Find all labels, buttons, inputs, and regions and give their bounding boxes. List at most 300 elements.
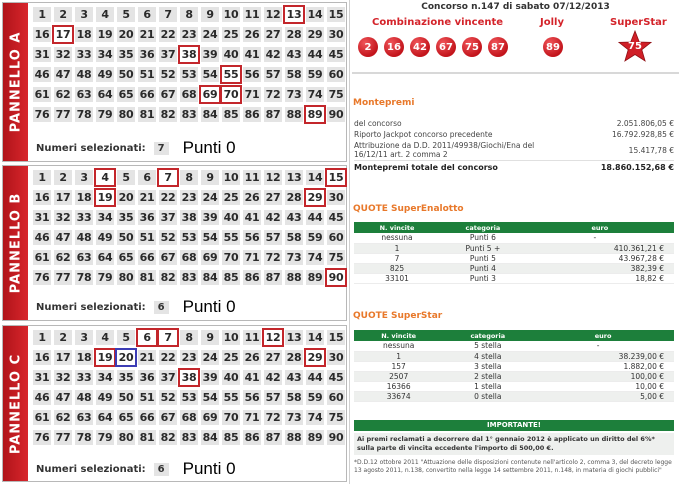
number-cell-8[interactable]: 8 <box>180 330 198 345</box>
number-cell-6[interactable]: 6 <box>138 330 156 345</box>
number-cell-5[interactable]: 5 <box>117 7 135 22</box>
number-cell-37[interactable]: 37 <box>160 48 176 61</box>
quote-superenalotto-title: QUOTE SuperEnalotto <box>353 204 464 214</box>
number-cell-4[interactable]: 4 <box>96 170 114 185</box>
number-cell-84[interactable]: 84 <box>202 431 218 444</box>
number-cell-64[interactable]: 64 <box>97 88 113 101</box>
number-cell-22[interactable]: 22 <box>160 28 176 41</box>
number-cell-41[interactable]: 41 <box>244 211 260 224</box>
number-cell-48[interactable]: 48 <box>76 68 92 81</box>
number-cell-71[interactable]: 71 <box>244 411 260 424</box>
number-cell-31[interactable]: 31 <box>34 48 50 61</box>
number-cell-58[interactable]: 58 <box>286 68 302 81</box>
number-cell-89[interactable]: 89 <box>307 271 323 284</box>
number-cell-86[interactable]: 86 <box>244 271 260 284</box>
number-cell-17[interactable]: 17 <box>55 191 71 204</box>
number-cell-10[interactable]: 10 <box>223 171 239 184</box>
number-cell-16[interactable]: 16 <box>34 191 50 204</box>
number-cell-41[interactable]: 41 <box>244 371 260 384</box>
number-cell-33[interactable]: 33 <box>76 48 92 61</box>
number-cell-16[interactable]: 16 <box>34 28 50 41</box>
column-header: N. vincite <box>354 330 443 341</box>
number-cell-78[interactable]: 78 <box>76 271 92 284</box>
number-cell-69[interactable]: 69 <box>202 411 218 424</box>
number-cell-42[interactable]: 42 <box>265 211 281 224</box>
number-cell-44[interactable]: 44 <box>307 371 323 384</box>
number-cell-35[interactable]: 35 <box>118 211 134 224</box>
column-header: categoria <box>443 330 532 341</box>
number-cell-78[interactable]: 78 <box>76 108 92 121</box>
number-cell-38[interactable]: 38 <box>181 211 197 224</box>
number-cell-7[interactable]: 7 <box>159 7 177 22</box>
number-cell-35[interactable]: 35 <box>118 48 134 61</box>
number-cell-27[interactable]: 27 <box>265 191 281 204</box>
number-cell-1[interactable]: 1 <box>33 170 51 185</box>
number-cell-53[interactable]: 53 <box>181 231 197 244</box>
table-header-row <box>354 222 674 233</box>
number-cell-69[interactable]: 69 <box>202 251 218 264</box>
number-cell-67[interactable]: 67 <box>160 251 176 264</box>
number-cell-31[interactable]: 31 <box>34 211 50 224</box>
number-cell-1[interactable]: 1 <box>33 330 51 345</box>
number-cell-63[interactable]: 63 <box>76 411 92 424</box>
number-cell-59[interactable]: 59 <box>307 391 323 404</box>
number-cell-11[interactable]: 11 <box>244 331 260 344</box>
number-cell-13[interactable]: 13 <box>286 171 302 184</box>
number-cell-38[interactable]: 38 <box>181 48 197 61</box>
number-cell-11[interactable]: 11 <box>244 171 260 184</box>
number-cell-2[interactable]: 2 <box>54 170 72 185</box>
number-cell-49[interactable]: 49 <box>97 231 113 244</box>
number-cell-60[interactable]: 60 <box>328 391 344 404</box>
number-cell-38[interactable]: 38 <box>181 371 197 384</box>
number-cell-8[interactable]: 8 <box>180 170 198 185</box>
number-cell-27[interactable]: 27 <box>265 351 281 364</box>
number-cell-46[interactable]: 46 <box>34 231 50 244</box>
number-cell-56[interactable]: 56 <box>244 231 260 244</box>
number-cell-32[interactable]: 32 <box>55 371 71 384</box>
number-cell-33[interactable]: 33 <box>76 211 92 224</box>
table-row: 1 Punti 5 + 410.361,21 € <box>354 243 674 253</box>
table-row: 1 4 stella 38.239,00 € <box>354 351 674 361</box>
number-cell-17[interactable]: 17 <box>55 28 71 41</box>
number-cell-30[interactable]: 30 <box>328 28 344 41</box>
number-cell-90[interactable]: 90 <box>328 271 344 284</box>
number-cell-43[interactable]: 43 <box>286 371 302 384</box>
number-cell-81[interactable]: 81 <box>139 431 155 444</box>
number-cell-28[interactable]: 28 <box>286 28 302 41</box>
number-cell-18[interactable]: 18 <box>76 351 92 364</box>
number-cell-5[interactable]: 5 <box>117 170 135 185</box>
number-cell-64[interactable]: 64 <box>97 251 113 264</box>
number-cell-74[interactable]: 74 <box>307 251 323 264</box>
number-cell-73[interactable]: 73 <box>286 251 302 264</box>
number-cell-87[interactable]: 87 <box>265 108 281 121</box>
montepremi-row-value: 15.417,78 € <box>628 145 674 155</box>
number-cell-52[interactable]: 52 <box>160 391 176 404</box>
montepremi-row-value: 16.792.928,85 € <box>611 130 674 139</box>
number-cell-21[interactable]: 21 <box>139 351 155 364</box>
number-cell-37[interactable]: 37 <box>160 371 176 384</box>
number-cell-58[interactable]: 58 <box>286 391 302 404</box>
number-cell-41[interactable]: 41 <box>244 48 260 61</box>
number-cell-39[interactable]: 39 <box>202 48 218 61</box>
number-cell-62[interactable]: 62 <box>55 251 71 264</box>
number-cell-43[interactable]: 43 <box>286 211 302 224</box>
number-cell-36[interactable]: 36 <box>139 371 155 384</box>
number-cell-22[interactable]: 22 <box>160 351 176 364</box>
number-cell-8[interactable]: 8 <box>180 7 198 22</box>
number-cell-60[interactable]: 60 <box>328 68 344 81</box>
number-cell-19[interactable]: 19 <box>97 351 113 364</box>
number-cell-45[interactable]: 45 <box>328 371 344 384</box>
table-row: 33674 0 stella 5,00 € <box>354 391 674 401</box>
number-cell-40[interactable]: 40 <box>223 48 239 61</box>
number-cell-3[interactable]: 3 <box>75 170 93 185</box>
number-cell-59[interactable]: 59 <box>307 231 323 244</box>
table-row: 33101 Punti 3 18,82 € <box>354 273 674 283</box>
number-cell-54[interactable]: 54 <box>202 68 218 81</box>
number-cell-88[interactable]: 88 <box>286 431 302 444</box>
number-cell-15[interactable]: 15 <box>328 331 344 344</box>
number-cell-23[interactable]: 23 <box>181 28 197 41</box>
number-cell-80[interactable]: 80 <box>118 108 134 121</box>
number-cell-23[interactable]: 23 <box>181 191 197 204</box>
number-cell-56[interactable]: 56 <box>244 68 260 81</box>
number-cell-77[interactable]: 77 <box>55 108 71 121</box>
panel-c-footer <box>36 458 236 480</box>
number-cell-12[interactable]: 12 <box>265 331 281 344</box>
number-cell-51[interactable]: 51 <box>139 231 155 244</box>
number-cell-88[interactable]: 88 <box>286 271 302 284</box>
number-cell-54[interactable]: 54 <box>202 391 218 404</box>
panel-c <box>2 325 347 482</box>
number-cell-44[interactable]: 44 <box>307 48 323 61</box>
number-cell-3[interactable]: 3 <box>75 7 93 22</box>
number-cell-68[interactable]: 68 <box>181 88 197 101</box>
number-cell-54[interactable]: 54 <box>202 231 218 244</box>
number-cell-90[interactable]: 90 <box>328 108 344 121</box>
number-cell-75[interactable]: 75 <box>328 88 344 101</box>
number-cell-75[interactable]: 75 <box>328 411 344 424</box>
number-cell-24[interactable]: 24 <box>202 191 218 204</box>
number-cell-30[interactable]: 30 <box>328 191 344 204</box>
number-cell-18[interactable]: 18 <box>76 191 92 204</box>
number-cell-42[interactable]: 42 <box>265 371 281 384</box>
number-cell-89[interactable]: 89 <box>307 108 323 121</box>
number-cell-27[interactable]: 27 <box>265 28 281 41</box>
number-cell-83[interactable]: 83 <box>181 108 197 121</box>
number-cell-63[interactable]: 63 <box>76 88 92 101</box>
number-cell-40[interactable]: 40 <box>223 211 239 224</box>
number-cell-73[interactable]: 73 <box>286 411 302 424</box>
number-cell-56[interactable]: 56 <box>244 391 260 404</box>
number-cell-82[interactable]: 82 <box>160 431 176 444</box>
superstar-number: 75 <box>628 41 642 52</box>
number-cell-25[interactable]: 25 <box>223 351 239 364</box>
number-cell-9[interactable]: 9 <box>201 7 219 22</box>
number-cell-28[interactable]: 28 <box>286 191 302 204</box>
number-cell-11[interactable]: 11 <box>244 8 260 21</box>
number-cell-66[interactable]: 66 <box>139 88 155 101</box>
selected-count-label: Numeri selezionati: <box>36 301 146 313</box>
number-cell-62[interactable]: 62 <box>55 88 71 101</box>
number-cell-48[interactable]: 48 <box>76 231 92 244</box>
number-cell-67[interactable]: 67 <box>160 411 176 424</box>
number-cell-60[interactable]: 60 <box>328 231 344 244</box>
number-cell-61[interactable]: 61 <box>34 251 50 264</box>
number-cell-81[interactable]: 81 <box>139 271 155 284</box>
number-cell-49[interactable]: 49 <box>97 68 113 81</box>
number-cell-30[interactable]: 30 <box>328 351 344 364</box>
number-cell-33[interactable]: 33 <box>76 371 92 384</box>
number-cell-26[interactable]: 26 <box>244 28 260 41</box>
number-cell-68[interactable]: 68 <box>181 411 197 424</box>
number-cell-34[interactable]: 34 <box>97 371 113 384</box>
number-cell-76[interactable]: 76 <box>34 431 50 444</box>
number-cell-61[interactable]: 61 <box>34 88 50 101</box>
number-cell-84[interactable]: 84 <box>202 271 218 284</box>
number-cell-67[interactable]: 67 <box>160 88 176 101</box>
panel-c-number-grid <box>33 330 345 445</box>
table-row: nessuna Punti 6 - <box>354 233 674 243</box>
number-cell-24[interactable]: 24 <box>202 351 218 364</box>
selected-count: 6 <box>154 463 169 476</box>
number-cell-32[interactable]: 32 <box>55 211 71 224</box>
number-cell-20[interactable]: 20 <box>118 28 134 41</box>
number-cell-17[interactable]: 17 <box>55 351 71 364</box>
number-cell-32[interactable]: 32 <box>55 48 71 61</box>
number-cell-37[interactable]: 37 <box>160 211 176 224</box>
number-cell-85[interactable]: 85 <box>223 271 239 284</box>
number-cell-52[interactable]: 52 <box>160 68 176 81</box>
number-cell-76[interactable]: 76 <box>34 108 50 121</box>
number-cell-53[interactable]: 53 <box>181 391 197 404</box>
number-cell-87[interactable]: 87 <box>265 431 281 444</box>
number-cell-53[interactable]: 53 <box>181 68 197 81</box>
number-cell-71[interactable]: 71 <box>244 88 260 101</box>
number-cell-29[interactable]: 29 <box>307 28 323 41</box>
number-cell-19[interactable]: 19 <box>97 191 113 204</box>
number-cell-20[interactable]: 20 <box>118 191 134 204</box>
number-cell-76[interactable]: 76 <box>34 271 50 284</box>
number-cell-40[interactable]: 40 <box>223 371 239 384</box>
number-cell-2[interactable]: 2 <box>54 7 72 22</box>
number-cell-58[interactable]: 58 <box>286 231 302 244</box>
number-cell-73[interactable]: 73 <box>286 88 302 101</box>
number-cell-10[interactable]: 10 <box>223 331 239 344</box>
number-cell-65[interactable]: 65 <box>118 411 134 424</box>
number-cell-34[interactable]: 34 <box>97 48 113 61</box>
number-cell-70[interactable]: 70 <box>223 88 239 101</box>
number-cell-26[interactable]: 26 <box>244 191 260 204</box>
number-cell-6[interactable]: 6 <box>138 170 156 185</box>
number-cell-70[interactable]: 70 <box>223 251 239 264</box>
number-cell-80[interactable]: 80 <box>118 431 134 444</box>
panel-b-footer <box>36 296 236 318</box>
number-cell-57[interactable]: 57 <box>265 231 281 244</box>
number-cell-79[interactable]: 79 <box>97 271 113 284</box>
number-cell-25[interactable]: 25 <box>223 191 239 204</box>
number-cell-57[interactable]: 57 <box>265 391 281 404</box>
montepremi-row-label: Riporto Jackpot concorso precedente <box>354 130 493 139</box>
number-cell-15[interactable]: 15 <box>328 8 344 21</box>
number-cell-7[interactable]: 7 <box>159 170 177 185</box>
number-cell-81[interactable]: 81 <box>139 108 155 121</box>
number-cell-84[interactable]: 84 <box>202 108 218 121</box>
number-cell-4[interactable]: 4 <box>96 7 114 22</box>
number-cell-42[interactable]: 42 <box>265 48 281 61</box>
number-cell-44[interactable]: 44 <box>307 211 323 224</box>
number-cell-18[interactable]: 18 <box>76 28 92 41</box>
number-cell-21[interactable]: 21 <box>139 28 155 41</box>
number-cell-47[interactable]: 47 <box>55 68 71 81</box>
number-cell-3[interactable]: 3 <box>75 330 93 345</box>
quote-superstar-table <box>354 330 674 402</box>
number-cell-55[interactable]: 55 <box>223 68 239 81</box>
number-cell-50[interactable]: 50 <box>118 391 134 404</box>
number-cell-79[interactable]: 79 <box>97 431 113 444</box>
number-cell-66[interactable]: 66 <box>139 411 155 424</box>
number-cell-80[interactable]: 80 <box>118 271 134 284</box>
winning-ball: 2 <box>358 37 378 57</box>
number-cell-19[interactable]: 19 <box>97 28 113 41</box>
number-cell-12[interactable]: 12 <box>265 8 281 21</box>
number-cell-72[interactable]: 72 <box>265 88 281 101</box>
table-row: 16366 1 stella 10,00 € <box>354 381 674 391</box>
number-cell-64[interactable]: 64 <box>97 411 113 424</box>
number-cell-75[interactable]: 75 <box>328 251 344 264</box>
number-cell-45[interactable]: 45 <box>328 211 344 224</box>
number-cell-82[interactable]: 82 <box>160 108 176 121</box>
number-cell-21[interactable]: 21 <box>139 191 155 204</box>
number-cell-86[interactable]: 86 <box>244 431 260 444</box>
number-cell-25[interactable]: 25 <box>223 28 239 41</box>
number-cell-20[interactable]: 20 <box>118 351 134 364</box>
number-cell-46[interactable]: 46 <box>34 68 50 81</box>
number-cell-77[interactable]: 77 <box>55 431 71 444</box>
number-cell-88[interactable]: 88 <box>286 108 302 121</box>
number-cell-69[interactable]: 69 <box>202 88 218 101</box>
number-cell-12[interactable]: 12 <box>265 171 281 184</box>
number-cell-6[interactable]: 6 <box>138 7 156 22</box>
number-cell-55[interactable]: 55 <box>223 391 239 404</box>
number-cell-48[interactable]: 48 <box>76 391 92 404</box>
montepremi-row-label: del concorso <box>354 119 402 128</box>
number-cell-1[interactable]: 1 <box>33 7 51 22</box>
number-cell-71[interactable]: 71 <box>244 251 260 264</box>
number-cell-34[interactable]: 34 <box>97 211 113 224</box>
draw-title: Concorso n.147 di sabato 07/12/2013 <box>421 2 610 12</box>
number-cell-24[interactable]: 24 <box>202 28 218 41</box>
number-cell-13[interactable]: 13 <box>286 8 302 21</box>
number-cell-83[interactable]: 83 <box>181 271 197 284</box>
number-cell-36[interactable]: 36 <box>139 48 155 61</box>
number-cell-50[interactable]: 50 <box>118 68 134 81</box>
number-cell-28[interactable]: 28 <box>286 351 302 364</box>
montepremi-total-value: 18.860.152,68 € <box>600 163 674 172</box>
number-cell-87[interactable]: 87 <box>265 271 281 284</box>
number-cell-45[interactable]: 45 <box>328 48 344 61</box>
number-cell-31[interactable]: 31 <box>34 371 50 384</box>
number-cell-70[interactable]: 70 <box>223 411 239 424</box>
number-cell-62[interactable]: 62 <box>55 411 71 424</box>
number-cell-74[interactable]: 74 <box>307 411 323 424</box>
number-cell-90[interactable]: 90 <box>328 431 344 444</box>
number-cell-39[interactable]: 39 <box>202 371 218 384</box>
number-cell-10[interactable]: 10 <box>223 8 239 21</box>
number-cell-57[interactable]: 57 <box>265 68 281 81</box>
number-cell-35[interactable]: 35 <box>118 371 134 384</box>
number-cell-89[interactable]: 89 <box>307 431 323 444</box>
number-cell-2[interactable]: 2 <box>54 330 72 345</box>
number-cell-9[interactable]: 9 <box>201 170 219 185</box>
number-cell-29[interactable]: 29 <box>307 351 323 364</box>
quote-superenalotto-table <box>354 222 674 284</box>
number-cell-43[interactable]: 43 <box>286 48 302 61</box>
number-cell-79[interactable]: 79 <box>97 108 113 121</box>
jolly-label: Jolly <box>540 17 564 28</box>
number-cell-78[interactable]: 78 <box>76 431 92 444</box>
number-cell-22[interactable]: 22 <box>160 191 176 204</box>
number-cell-9[interactable]: 9 <box>201 330 219 345</box>
number-cell-36[interactable]: 36 <box>139 211 155 224</box>
number-cell-23[interactable]: 23 <box>181 351 197 364</box>
number-cell-4[interactable]: 4 <box>96 330 114 345</box>
number-cell-51[interactable]: 51 <box>139 68 155 81</box>
number-cell-39[interactable]: 39 <box>202 211 218 224</box>
number-cell-83[interactable]: 83 <box>181 431 197 444</box>
number-cell-59[interactable]: 59 <box>307 68 323 81</box>
number-cell-82[interactable]: 82 <box>160 271 176 284</box>
number-cell-52[interactable]: 52 <box>160 231 176 244</box>
number-cell-61[interactable]: 61 <box>34 411 50 424</box>
montepremi-row-value: 2.051.806,05 € <box>616 119 674 128</box>
number-cell-50[interactable]: 50 <box>118 231 134 244</box>
number-cell-51[interactable]: 51 <box>139 391 155 404</box>
number-cell-85[interactable]: 85 <box>223 431 239 444</box>
number-cell-65[interactable]: 65 <box>118 88 134 101</box>
number-cell-68[interactable]: 68 <box>181 251 197 264</box>
number-cell-85[interactable]: 85 <box>223 108 239 121</box>
number-cell-15[interactable]: 15 <box>328 171 344 184</box>
number-cell-65[interactable]: 65 <box>118 251 134 264</box>
number-cell-66[interactable]: 66 <box>139 251 155 264</box>
number-cell-47[interactable]: 47 <box>55 231 71 244</box>
number-cell-14[interactable]: 14 <box>307 8 323 21</box>
number-cell-72[interactable]: 72 <box>265 411 281 424</box>
number-cell-74[interactable]: 74 <box>307 88 323 101</box>
number-cell-55[interactable]: 55 <box>223 231 239 244</box>
number-cell-86[interactable]: 86 <box>244 108 260 121</box>
number-cell-72[interactable]: 72 <box>265 251 281 264</box>
number-cell-63[interactable]: 63 <box>76 251 92 264</box>
number-cell-13[interactable]: 13 <box>286 331 302 344</box>
number-cell-47[interactable]: 47 <box>55 391 71 404</box>
number-cell-16[interactable]: 16 <box>34 351 50 364</box>
number-cell-7[interactable]: 7 <box>159 330 177 345</box>
number-cell-77[interactable]: 77 <box>55 271 71 284</box>
number-cell-29[interactable]: 29 <box>307 191 323 204</box>
montepremi-total-row <box>354 163 674 172</box>
number-cell-5[interactable]: 5 <box>117 330 135 345</box>
number-cell-26[interactable]: 26 <box>244 351 260 364</box>
number-cell-46[interactable]: 46 <box>34 391 50 404</box>
points-label: Punti 0 <box>182 138 236 157</box>
number-cell-14[interactable]: 14 <box>307 331 323 344</box>
number-cell-14[interactable]: 14 <box>307 171 323 184</box>
number-cell-49[interactable]: 49 <box>97 391 113 404</box>
